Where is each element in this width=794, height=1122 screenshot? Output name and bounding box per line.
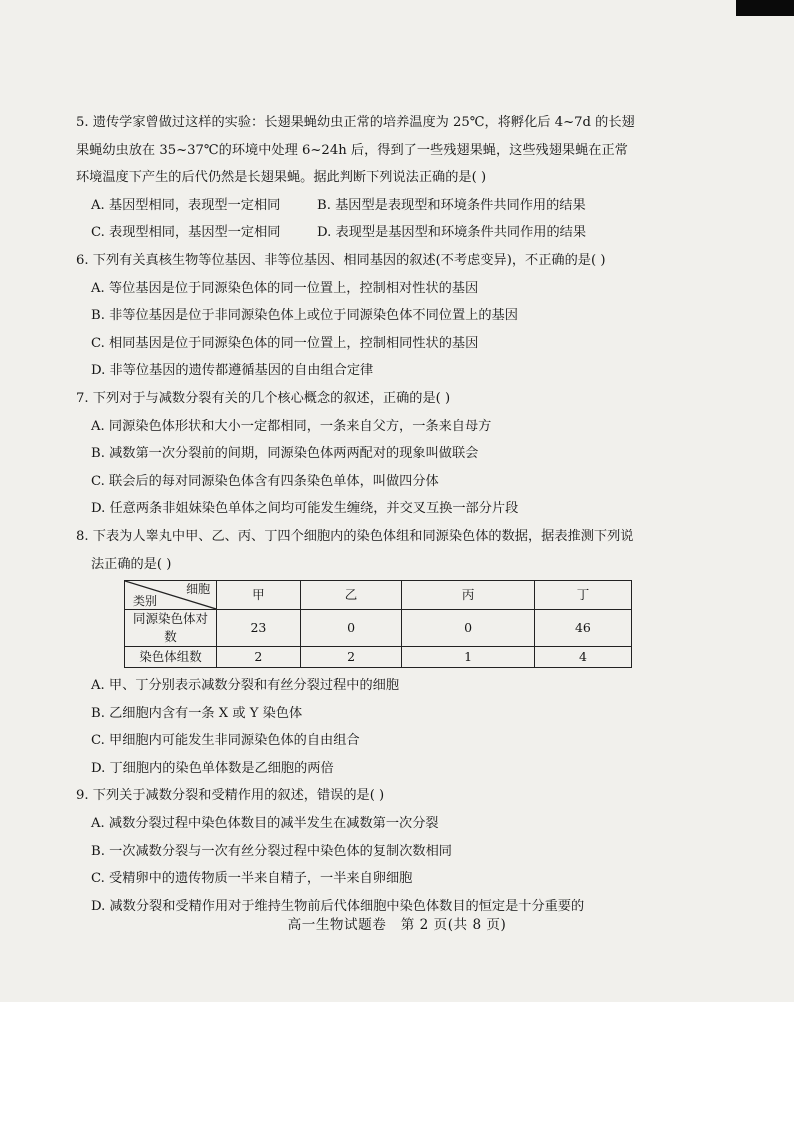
- question-5: [76, 109, 635, 247]
- question-6-option-d: D. 非等位基因的遗传都遵循基因的自由组合定律: [91, 363, 374, 379]
- row-label: 染色体组数: [125, 647, 217, 668]
- cell-data-table: [124, 580, 632, 668]
- column-header: 丙: [402, 581, 534, 610]
- question-5-option-d: D. 表现型是基因型和环境条件共同作用的结果: [317, 225, 587, 241]
- question-6: [76, 247, 632, 385]
- question-6-option-a: A. 等位基因是位于同源染色体的同一位置上，控制相对性状的基因: [91, 280, 479, 296]
- table-header-row: [125, 581, 632, 610]
- question-6-stem: 6. 下列有关真核生物等位基因、非等位基因、相同基因的叙述(不考虑变异)，不正确的是( ): [76, 252, 606, 268]
- question-5-option-b: B. 基因型是表现型和环境条件共同作用的结果: [317, 197, 586, 213]
- question-6-option-b: B. 非等位基因是位于非同源染色体上或位于同源染色体不同位置上的基因: [91, 308, 518, 324]
- question-9: [76, 782, 632, 920]
- scan-corner-mark: [736, 0, 794, 16]
- footer-title: 高一生物试题卷: [287, 917, 387, 933]
- table-cell: 0: [300, 610, 402, 647]
- table-row: [125, 610, 632, 647]
- question-9-option-a: A. 减数分裂过程中染色体数目的减半发生在减数第一次分裂: [91, 816, 439, 832]
- question-5-options-row-2: [76, 219, 632, 247]
- question-8-option-a: A. 甲、丁分别表示减数分裂和有丝分裂过程中的细胞: [91, 678, 400, 694]
- table-cell: 23: [217, 610, 301, 647]
- question-6-option-c: C. 相同基因是位于同源染色体的同一位置上，控制相同性状的基因: [91, 335, 479, 351]
- question-8-line-2: 法正确的是( ): [91, 556, 172, 572]
- row-label: 同源染色体对数: [125, 610, 217, 647]
- question-8-option-b: B. 乙细胞内含有一条 X 或 Y 染色体: [91, 705, 303, 721]
- column-header: 丁: [534, 581, 631, 610]
- table-corner-cell: [125, 581, 217, 610]
- table-cell: 46: [534, 610, 631, 647]
- question-5-line-2: 果蝇幼虫放在 35~37℃的环境中处理 6~24h 后，得到了一些残翅果蝇，这些残翅果蝇在正常: [76, 142, 628, 158]
- footer-page-number: 第 2 页(共 8 页): [400, 917, 507, 933]
- question-5-line-1: 5. 遗传学家曾做过这样的实验：长翅果蝇幼虫正常的培养温度为 25℃，将孵化后 4~7d 的长翅: [76, 115, 635, 130]
- question-9-option-d: D. 减数分裂和受精作用对于维持生物前后代体细胞中染色体数目的恒定是十分重要的: [91, 898, 585, 914]
- table-cell: 4: [534, 647, 631, 668]
- table-row: [125, 647, 632, 668]
- question-7-option-c: C. 联会后的每对同源染色体含有四条染色单体，叫做四分体: [91, 473, 439, 489]
- question-8-option-d: D. 丁细胞内的染色单体数是乙细胞的两倍: [91, 760, 334, 776]
- page-footer: [0, 913, 794, 933]
- question-5-option-c: C. 表现型相同，基因型一定相同: [91, 225, 281, 241]
- question-5-line-3: 环境温度下产生的后代仍然是长翅果蝇。据此判断下列说法正确的是( ): [76, 170, 487, 186]
- question-8-option-c: C. 甲细胞内可能发生非同源染色体的自由组合: [91, 733, 360, 749]
- question-8-line-1: 8. 下表为人睾丸中甲、乙、丙、丁四个细胞内的染色体组和同源染色体的数据，据表推测下列说: [76, 528, 634, 544]
- table-cell: 0: [402, 610, 534, 647]
- question-7-option-a: A. 同源染色体形状和大小一定都相同，一条来自父方，一条来自母方: [91, 418, 492, 434]
- question-8: [76, 523, 632, 783]
- question-7-option-d: D. 任意两条非姐妹染色单体之间均可能发生缠绕，并交叉互换一部分片段: [91, 501, 519, 517]
- column-header: 甲: [217, 581, 301, 610]
- question-7-option-b: B. 减数第一次分裂前的间期，同源染色体两两配对的现象叫做联会: [91, 446, 479, 462]
- question-5-options-row-1: [76, 192, 632, 220]
- table-cell: 2: [300, 647, 402, 668]
- question-7-stem: 7. 下列对于与减数分裂有关的几个核心概念的叙述，正确的是( ): [76, 390, 451, 406]
- corner-label-cell: 细胞: [186, 582, 211, 597]
- question-9-option-b: B. 一次减数分裂与一次有丝分裂过程中染色体的复制次数相同: [91, 843, 452, 859]
- question-5-option-a: A. 基因型相同，表现型一定相同: [91, 197, 281, 213]
- question-9-option-c: C. 受精卵中的遗传物质一半来自精子，一半来自卵细胞: [91, 871, 413, 887]
- question-7: [76, 385, 632, 523]
- question-list: [76, 109, 635, 920]
- table-cell: 2: [217, 647, 301, 668]
- question-9-stem: 9. 下列关于减数分裂和受精作用的叙述，错误的是( ): [76, 788, 385, 804]
- table-cell: 1: [402, 647, 534, 668]
- corner-label-category: 类别: [133, 594, 158, 609]
- column-header: 乙: [300, 581, 402, 610]
